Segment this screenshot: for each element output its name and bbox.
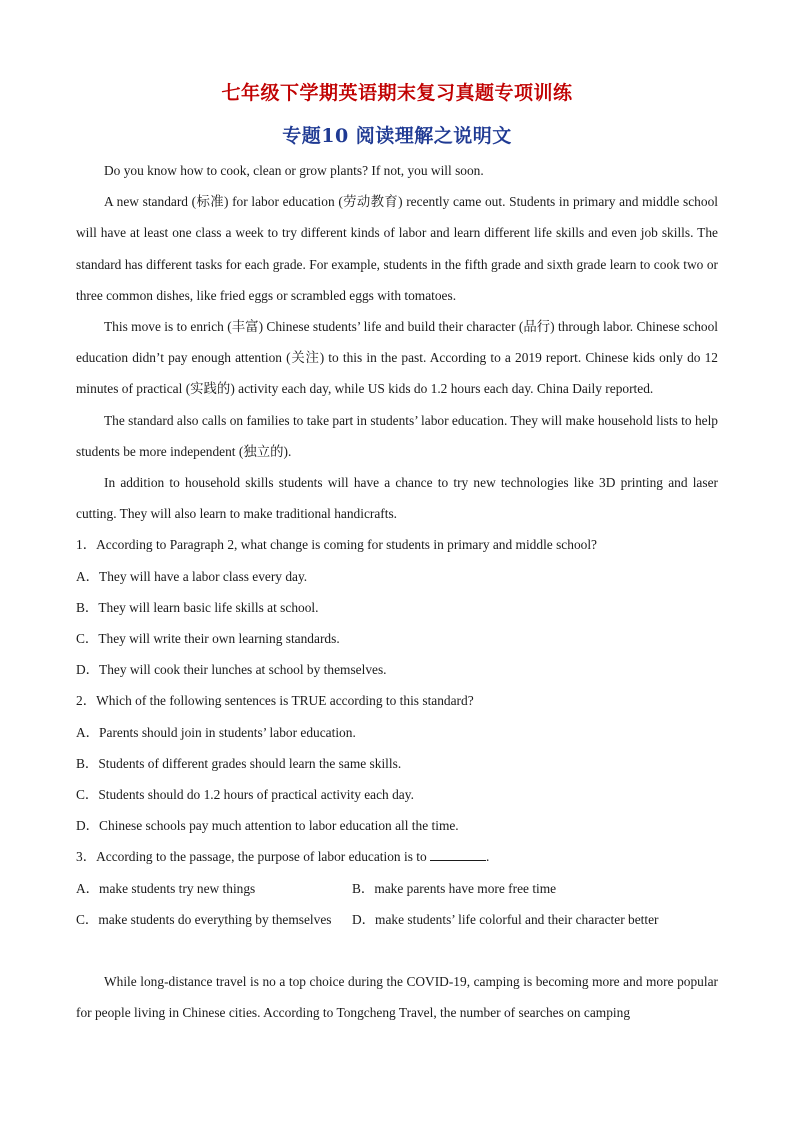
question-2-option-d: D．Chinese schools pay much attention to labor education all the time. xyxy=(76,818,459,834)
question-3-stem-end: . xyxy=(486,849,490,865)
question-3-options-row-1 xyxy=(76,873,718,904)
question-3-stem xyxy=(76,841,718,872)
question-2-option-c: C．Students should do 1.2 hours of practical activity each day. xyxy=(76,787,414,803)
question-1-option-d: D．They will cook their lunches at school by themselves. xyxy=(76,662,387,678)
question-3-option-a: A．make students try new things xyxy=(76,880,256,896)
passage2-paragraph-1: While long-distance travel is no a top choice during the COVID-19, camping is becoming more and more popular for people living in Chinese cities. According to Tongcheng Travel, the number of searches on camping xyxy=(76,974,718,1021)
question-1-option-a: A．They will have a labor class every day. xyxy=(76,568,308,584)
question-3-option-d: D．make students’ life colorful and their character better xyxy=(352,911,659,927)
document-body xyxy=(76,155,718,1028)
question-3-options-row-2 xyxy=(76,904,718,935)
passage1-paragraph-4: The standard also calls on families to take part in students’ labor education. They will make household lists to help students be more independent (独立的). xyxy=(76,412,718,459)
section-spacer xyxy=(76,935,718,966)
question-3-option-b: B．make parents have more free time xyxy=(352,880,557,896)
answer-blank xyxy=(430,846,486,861)
question-1-option-b: B．They will learn basic life skills at school. xyxy=(76,599,319,615)
question-1-stem: 1．According to Paragraph 2, what change is coming for students in primary and middle school? xyxy=(76,537,597,553)
document-subtitle: 专题10 阅读理解之说明文 xyxy=(282,125,512,147)
question-3-stem-text: 3．According to the passage, the purpose of labor education is to xyxy=(76,849,427,865)
passage1-paragraph-1: Do you know how to cook, clean or grow plants? If not, you will soon. xyxy=(104,163,484,178)
question-2-stem: 2．Which of the following sentences is TRUE according to this standard? xyxy=(76,693,474,709)
question-2-option-b: B．Students of different grades should learn the same skills. xyxy=(76,755,402,771)
passage1-paragraph-3: This move is to enrich (丰富) Chinese students’ life and build their character (品行) through labor. Chinese school education didn’t pay enough attention (关注) to this in the past. According to a 2019 report. Chinese kids only do 12 minutes of practical (实践的) activity each day, while US kids do 1.2 hours each day. China Daily reported. xyxy=(76,319,718,397)
passage1-paragraph-5: In addition to household skills students will have a chance to try new technologies like 3D printing and laser cutting. They will also learn to make traditional handicrafts. xyxy=(76,475,718,522)
question-1-option-c: C．They will write their own learning standards. xyxy=(76,631,340,647)
passage1-paragraph-2: A new standard (标准) for labor education (劳动教育) recently came out. Students in primary and middle school will have at least one class a week to try different kinds of labor and learn different life skills and even job skills. The standard has different tasks for each grade. For example, students in the fifth grade and sixth grade learn to cook two or three common dishes, like fried eggs or scrambled eggs with tomatoes. xyxy=(76,194,718,303)
question-3-option-c: C．make students do everything by themselves xyxy=(76,911,332,927)
document-title: 七年级下学期英语期末复习真题专项训练 xyxy=(221,82,573,104)
question-2-option-a: A．Parents should join in students’ labor education. xyxy=(76,724,356,740)
